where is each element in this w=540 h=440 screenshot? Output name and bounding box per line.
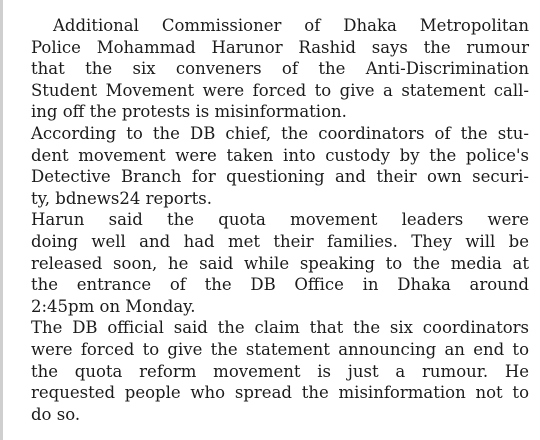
text-line: Harun said the quota movement leaders were bbox=[31, 210, 529, 230]
text-line: ty, bdnews24 reports. bbox=[31, 188, 212, 208]
text-line: ing off the protests is misinformation. bbox=[31, 102, 347, 122]
text-line: Student Movement were forced to give a statement call- bbox=[31, 80, 529, 100]
paragraph-4 bbox=[31, 317, 529, 424]
text-line: were forced to give the statement announcing an end to bbox=[31, 339, 529, 359]
text-line: that the six conveners of the Anti-Discrimination bbox=[31, 59, 529, 79]
paragraph-2 bbox=[31, 123, 529, 209]
text-line: the entrance of the DB Office in Dhaka around bbox=[31, 275, 529, 295]
text-line: requested people who spread the misinformation not to bbox=[31, 383, 529, 403]
text-line: dent movement were taken into custody by the police's bbox=[31, 145, 529, 165]
text-line: 2:45pm on Monday. bbox=[31, 296, 196, 316]
text-line: the quota reform movement is just a rumour. He bbox=[31, 361, 529, 381]
paragraph-1 bbox=[31, 15, 529, 123]
text-line: Police Mohammad Harunor Rashid says the rumour bbox=[31, 37, 529, 57]
text-line: doing well and had met their families. They will be bbox=[31, 231, 529, 251]
text-line: Detective Branch for questioning and their own securi- bbox=[31, 167, 529, 187]
text-line: According to the DB chief, the coordinators of the stu- bbox=[31, 123, 529, 143]
text-line: do so. bbox=[31, 404, 81, 424]
article-body bbox=[31, 15, 529, 424]
text-line: released soon, he said while speaking to the media at bbox=[31, 253, 529, 273]
paragraph-3 bbox=[31, 209, 529, 317]
text-line: The DB official said the claim that the six coordinators bbox=[31, 318, 529, 338]
text-line: Additional Commissioner of Dhaka Metropolitan bbox=[53, 16, 529, 35]
